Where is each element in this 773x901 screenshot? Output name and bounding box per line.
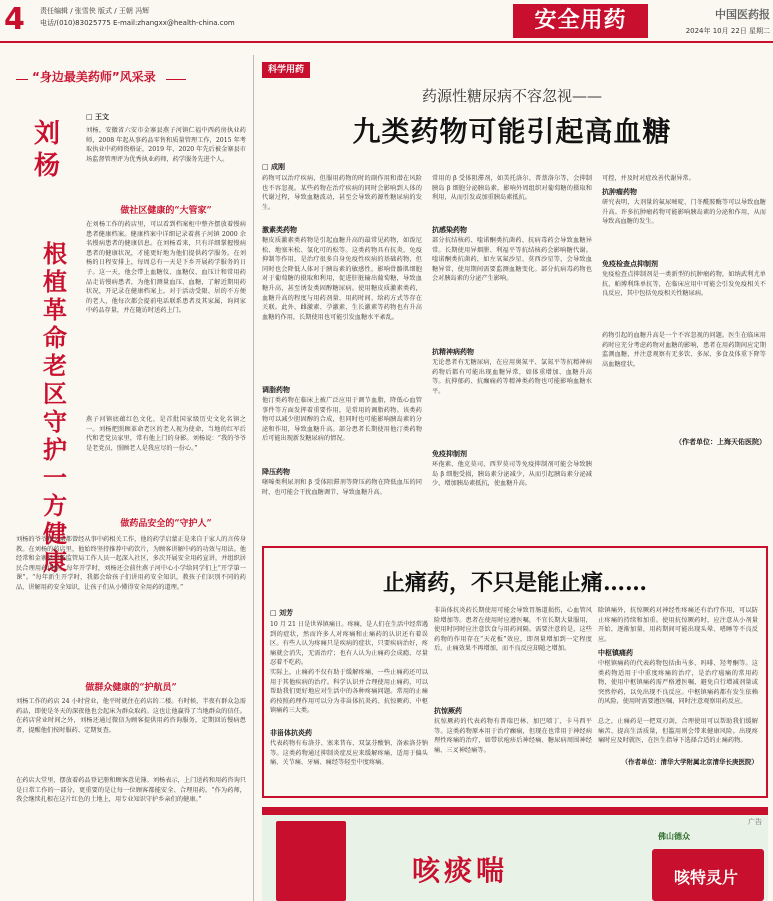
contact-line: 电话/(010)83025775 E-mail:zhangxx@health-china.com	[40, 19, 235, 27]
editor-line: 责任编辑 / 张雪侠 版式 / 王朝 冯辉	[40, 7, 150, 15]
ad-brand: 佛山德众	[658, 832, 690, 841]
left-subhead-1: 做社区健康的“大管家”	[120, 206, 212, 216]
article-column-1: 药物可以治疗疾病，但服用药物的时的副作用和潜在风险也不容忽视。某些药物在治疗疾病的同时会影响到人体的代谢过程，导致血糖波动，甚至会导致药源性糖尿病的发生。 激素类药物 糖皮质激素类药物是引起血糖升高的最常见药物，如泼尼松、地塞米松、氢化可的松等。这类药物具有抗炎、免疫抑制等作用，是治疗很多自身免疫性疾病的基础药物，但同时也会降低人体对于胰岛素的敏感性，影响骨骼肌细胞对于葡萄糖的摄取和利用，促进肝脏输出葡萄糖，导致血糖升高，甚至诱发类固醇糖尿病。使用糖皮质激素类药，血糖升高的程度与用药剂量、用药时间、给药方式等存在关联。此外，雌激素、孕激素、生长激素等药物也有升高血糖的作用，长期使用也可能引发血糖水平紊乱。 调脂药物 他汀类药物在临床上被广泛应用于调节血脂，降低心血管事件等方面发挥着重要作用，是常用的调脂药物。该类药物可以减少胆固醇的合成，但同时也可能影响胰岛素的分泌和作用，导致血糖升高。部分患者长期使用他汀类药物后可能出现新发糖尿病的情况。 降压药物 噻嗪类利尿剂和 β 受体阻滞剂等降压药物在降低血压的同时，也可能会干扰血糖调节，导致血糖升高。	[262, 175, 422, 496]
boxed-column-1: 10 月 21 日是世界镇痛日。疼痛，是人们在生活中经常遇到的症状，然而许多人对疼痛和止痛药的认识还有着误区。有些人认为疼痛只是疾病的症状，只要疾病治好，疼痛就会消失，无需治疗；也有人认为止痛药会成瘾，尽量忍着不吃药。 实际上，止痛药不仅有助于缓解疼痛，一些止痛药还可以用于其他疾病的治疗。科学认识并合理使用止痛药，可以帮助我们更好地应对生活中的各种疼痛问题。常用的止痛药按照药理作用可以分为非甾体抗炎药、抗惊厥药、中枢镇痛药三大类。 非甾体抗炎药 代表药物有布洛芬、塞来昔布、双氯芬酸钠、洛索洛芬钠等。这类药物通过抑制炎症反应来缓解疼痛，适用于偏头痛、关节痛、牙痛、痛经等轻至中度疼痛。	[270, 621, 428, 767]
ad-product-box-left	[276, 821, 346, 901]
boxed-column-2: 非甾体抗炎药长期使用可能会导致胃肠道损伤，心血管风险增加等。患者在使用时应遵医嘱，不宜长期大量服用，使用时同时应注意饮食与用药间隔。需要注意的是，这些药物的作用存在“天花板”效应，即剂量增加到一定程度后，止痛效果不再增加，而不良反应却随之增加。 抗惊厥药 抗惊厥药的代表药物有普瑞巴林、加巴喷丁、卡马西平等。这类药物原本用于治疗癫痫，但现在也常用于神经病理性疼痛的治疗，如带状疱疹后神经痛、糖尿病周围神经痛、三叉神经痛等。	[434, 607, 592, 754]
section-tag: 科学用药	[262, 62, 310, 78]
section-title: 安全用药	[513, 4, 648, 38]
article-column-3: 可控，并及时对症改善代谢异常。 抗肿瘤药物 研究表明，大剂量的氟尿嘧啶、门冬酰胺酶等可以导致血糖升高。许多抗肿瘤药物可能影响胰岛素的分泌和作用，从而导致高血糖的发生。 免疫检查点抑制剂 免疫检查点抑制剂是一类新型的抗肿瘤药物，如纳武利尤单抗、帕博利珠单抗等，在临床应用中可能会引发免疫相关不良反应，其中包括免疫相关性糖尿病。 药物引起的血糖升高是一个不容忽视的问题。医生在临床用药时应充分考虑药物对血糖的影响，患者在用药期间应定期监测血糖，并注意观察有无多饮、多尿、多食及体重下降等高血糖症状。 （作者单位：上海天佑医院）	[602, 175, 766, 446]
left-subhead-2: 做药品安全的“守护人”	[120, 519, 212, 529]
ad-headline: 咳痰喘	[412, 854, 509, 887]
left-byline: □ 王文	[86, 113, 110, 121]
boxed-column-3: 除镇痛外，抗惊厥药对神经性疼痛还有治疗作用，可以防止疼痛的持续和加重。使用抗惊厥药时，应注意从小剂量开始，逐渐加量，用药期间可能出现头晕、嗜睡等不良反应。 中枢镇痛药 中枢镇痛药的代表药物包括曲马多、吗啡、羟考酮等。这类药物适用于中重度疼痛的治疗，是治疗癌痛的常用药物，使用中枢镇痛药需严格遵医嘱，避免自行增减剂量或突然停药，以免出现不良反应。中枢镇痛药都有发生依赖的风险，使用时需要遵医嘱，同时注意观察用药反应。 总之，止痛药是一把双刃剑，合理使用可以帮助我们缓解痛苦、提高生活质量，但滥用则会带来健康风险。出现疼痛时应及时就医，在医生指导下选择合适的止痛药物。 （作者单位：清华大学附属北京清华长庚医院）	[598, 607, 758, 766]
left-paragraph-2: 燕子河镇底蕴红色文化，是首批国家级历史文化名镇之一。刘杨把照顾革命老区的老人视为使命，当地的红军后代和老党员家里，常有他上门的身影。刘杨说：“我的爷爷是老党员，照顾老人是我应尽的一份心。”	[86, 416, 246, 452]
left-paragraph-4: 刘杨工作的药店 24 小时营业，他平时就住在药店的二楼。有时候，半夜有群众急需药品，即使是冬天的深夜他也会起床为群众取药。这也让他赢得了当地群众的信任。在药店营业时间之外，刘杨还通过微信为顾客提供用药咨询服务，定期回访慢病患者，提醒他们按时服药、定期复查。	[16, 698, 246, 734]
boxed-byline: □ 刘芳	[270, 609, 294, 617]
article-headline: 九类药物可能引起高血糖	[352, 115, 672, 148]
left-paragraph-1: 在刘杨工作的药店里，可以看到档案柜中整齐摆放着慢病患者健康档案。健康档案中详细记录着燕子河镇 2000 余名慢病患者的健康信息。在刘杨看来，只有详细掌握慢病患者的健康状况，才能更好地为他们提供药学服务。在刘杨的日程安排上，每周总有一天是下乡开展药学服务的日子。这一天，他会带上血糖仪、血糖仪、血压计和常用药品走访慢病患者，为他们测量血压、血糖，了解近期用药状况，开记录在健康档案上。对于活动受限、居的不方便的老人，他每次都会提前电话联系患者及其家属，询问家中药品存量，并在随访时送药上门。	[86, 221, 246, 315]
profile-title: 根植革命老区 守护一方健康	[43, 239, 67, 576]
profile-intro: 刘杨，安徽省六安市金寨县燕子河镇仁福中西药房执业药师，2008 年起从事药品零售和质量管理工作，2015 年考取执业中药师资格证，2019 年、2020 年先后被金寨县市场监督管理评为优秀执业药师，药学服务先进个人。	[86, 127, 246, 163]
column-divider	[253, 55, 254, 901]
article-column-2: 常用的 β 受体阻滞剂，如美托洛尔、普萘洛尔等，会抑制胰岛 β 细胞分泌胰岛素，影响外周组织对葡萄糖的摄取和利用，从而引发或加重胰岛素抵抗。 抗感染药物 部分抗结核药、喹诺酮类抗菌药、抗病毒药会导致血糖异常。长期使用异烟肼、利福平等抗结核药会影响糖代谢。喹诺酮类抗菌药，如左氧氟沙星、莫西沙星等，会导致血糖异常，使用期间需要监测血糖变化。部分抗病毒药物也会对胰岛素的分泌产生影响。 抗精神病药物 无论患者有无糖尿病，在应用奥氮平、氯氮平等抗精神病药物后都有可能出现血糖异常，如体重增加、血糖升高等。抗抑郁药、抗癫痫药等精神类药物也可能影响血糖水平。 免疫抑制剂 环孢素、他克莫司、西罗莫司等免疫抑制剂可能会导致胰岛 β 细胞受损，胰岛素分泌减少，从而引起胰岛素分泌减少，增加胰岛素抵抗，使血糖升高。	[432, 175, 592, 488]
left-paragraph-3: 刘杨的爷爷和父亲都曾经从事中药相关工作，他的药学启蒙正是来自于家人的言传身教。在刘杨的药店里，他始终坚持推荐中药饮片，为顾客讲解中药的功效与用法。他经常和金寨县市场监管局工作人员一起深入社区，多次开展安全用药宣讲，并组织居民合理用药讲座。每年开学时，刘杨还会前往燕子河中心小学给同学们上“开学第一课”。“每年新生开学时，我都会给孩子们讲用药安全知识，教孩子们识别不同的药品，讲解用药安全知识，让孩子们从小懂得安全用药的道理。”	[16, 536, 246, 591]
header-rule	[0, 41, 773, 43]
column-title: “身边最美药师”风采录	[16, 68, 186, 92]
left-subhead-3: 做群众健康的“护航员”	[85, 683, 177, 693]
left-paragraph-5: 在药店大堂里，摆放着药品登记册和顾客意见簿。刘杨表示，上门送药和用药咨询只是日常工作的一部分，更重要的是让每一位顾客都能安全、合理用药。“作为药师，我会继续扎根在这片红色的土地上，用专业知识守护乡亲们的健康。”	[16, 777, 246, 804]
date-line: 2024年 10月 22日 星期二	[685, 27, 770, 35]
ad-label: 广告	[748, 818, 762, 826]
ad-product-name: 咳特灵片	[674, 868, 739, 887]
article-byline: □ 成刚	[262, 163, 286, 171]
page-number: 4	[4, 2, 25, 37]
profile-name: 刘杨	[33, 119, 60, 181]
advertisement[interactable]	[262, 807, 768, 901]
article-kicker: 药源性糖尿病不容忽视——	[421, 87, 602, 105]
masthead: 中国医药报	[715, 8, 770, 21]
boxed-headline: 止痛药，不只是能止痛……	[382, 570, 647, 596]
